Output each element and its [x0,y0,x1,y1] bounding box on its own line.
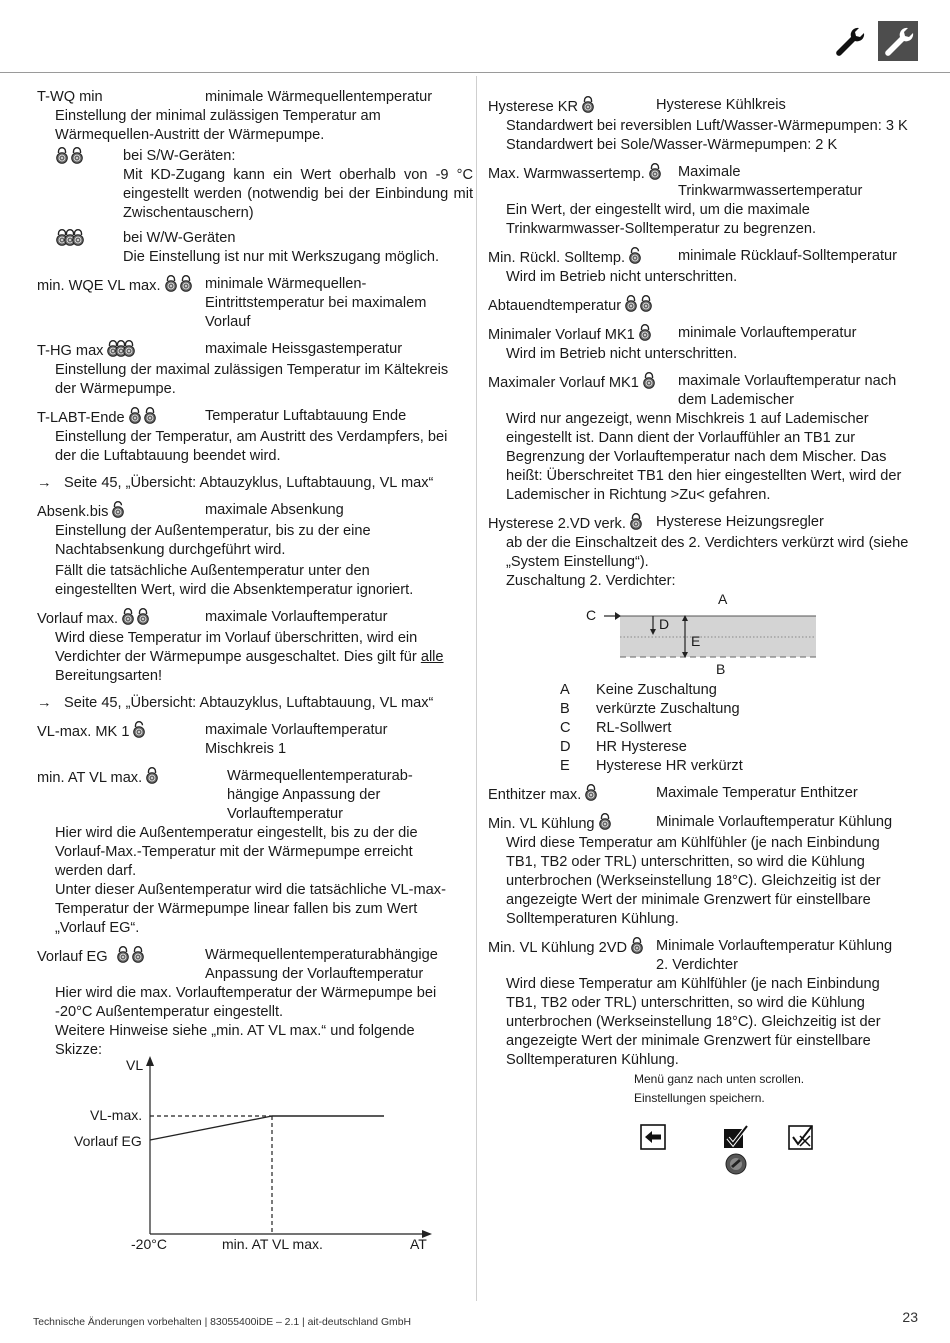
x-axis-label: AT [410,1236,427,1252]
reference-text: Seite 45, „Übersicht: Abtauzyklus, Luftabtauung, VL max“ [64,475,434,491]
desc-line: Einstellung der minimal zulässigen Temperatur am [55,108,381,124]
back-arrow-icon [640,1124,666,1150]
legend-row: C RL-Sollwert [560,720,672,736]
desc-line: Temperatur der Wärmepumpe linear fallen bis zum Wert [55,901,418,917]
back-button[interactable] [640,1124,666,1150]
sub-heading: bei S/W-Geräten: [123,148,236,164]
page-number: 23 [902,1309,918,1325]
entry-thg-max [37,340,473,399]
entry-min-vl-kuehlung [488,813,923,929]
desc-line: unterbrochen (Werkseinstellung 18°C). Gleichzeitig ist der [506,873,881,889]
term-label: Min. VL Kühlung 2VD [488,940,627,956]
entry-maximaler-vorlauf-mk1 [488,372,923,505]
lock-icon [629,513,645,531]
term-meaning: maximale Vorlauftemperatur nach dem Lademischer [678,373,897,408]
entry-vorlauf-eg [37,946,473,1060]
entry-min-at-vl-max [37,767,473,938]
term-label: Absenk.bis [37,504,109,520]
term-label: Minimaler Vorlauf MK1 [488,327,635,343]
term-label: T-WQ min [37,89,103,105]
term-label: T-LABT-Ende [37,410,125,426]
desc-line: Einstellung der Temperatur, am Austritt des Verdampfers, bei [55,429,448,445]
term-label: T-HG max [37,343,104,359]
lock-3-icon [55,229,85,253]
checkmark-cancel-icon [788,1124,814,1150]
desc-line: Fällt die tatsächliche Außentemperatur unter den [55,563,370,579]
entry-absenk-bis [37,501,473,600]
desc-line: Unter dieser Außentemperatur wird die tatsächliche VL-max- [55,882,446,898]
desc-line: Wird diese Temperatur am Kühlfühler (je nach Einbindung [506,976,880,992]
term-label: Min. VL Kühlung [488,816,595,832]
lock-open-icon [132,721,148,739]
label-a: A [718,591,728,607]
term-meaning: Wärmequellentemperaturab- hängige Anpassung der Vorlauftemperatur [227,768,413,822]
service-lock-icon [725,1153,747,1175]
label-d: D [659,616,670,632]
desc-line: Einstellung der Außentemperatur, bis zu der eine [55,523,371,539]
arrow-right-icon: → [37,695,52,711]
arrow-right-icon: → [37,475,52,491]
desc-line: Wird im Betrieb nicht unterschritten. [506,269,738,285]
desc-line: Zuschaltung 2. Verdichter: [506,573,676,589]
desc-line: TB1, TB2 oder TRL) unterschritten, so wird die Kühlung [506,854,865,870]
desc-line: der die Luftabtauung beendet wird. [55,448,281,464]
entry-vl-max-mk1 [37,721,473,759]
term-label: min. AT VL max. [37,770,143,786]
entry-max-warmwassertemp [488,163,923,239]
desc-line: Wird diese Temperatur im Vorlauf überschritten, wird ein [55,630,418,646]
desc-line: Solltemperaturen Kühlung. [506,1052,679,1068]
term-label: Vorlauf EG [37,949,108,965]
term-meaning: Maximale Temperatur Enthitzer [656,785,858,801]
lock-open-icon [111,501,127,519]
page-reference[interactable] [37,694,473,713]
y-axis-label: VL [126,1057,144,1073]
cancel-button[interactable] [788,1124,814,1150]
lock-3-icon [106,340,136,358]
underlined-word: alle [420,649,444,665]
label-b: B [716,661,726,677]
hysteresis-diagram [584,591,844,679]
desc-line: Weitere Hinweise siehe „min. AT VL max.“ und folgende [55,1023,415,1039]
x-min-label: -20°C [131,1236,167,1252]
term-meaning: maximale Vorlauftemperatur Mischkreis 1 [205,722,388,757]
lock-2-icon [116,946,146,964]
desc-line: Solltemperaturen Kühlung. [506,911,679,927]
vl-sketch-diagram [60,1052,440,1257]
legend-row: B verkürzte Zuschaltung [560,701,740,717]
entry-hysterese-kr [488,96,923,155]
desc-line: unterbrochen (Werkseinstellung 18°C). Gleichzeitig ist der [506,1014,881,1030]
legend-row: E Hysterese HR verkürzt [560,758,743,774]
term-meaning: Hysterese Kühlkreis [656,97,786,113]
desc-line: heißt: Überschreitet TB1 den hier eingestellten Wert, wird der [506,468,902,484]
term-meaning: Maximale Trinkwarmwassertemperatur [678,164,863,199]
term-meaning: minimale Rücklauf-Solltemperatur [678,248,897,264]
desc-line: Hier wird die max. Vorlauftemperatur der Wärmepumpe bei [55,985,437,1001]
entry-min-rueckl-solltemp [488,247,923,287]
desc-line: Einstellung der maximal zulässigen Temperatur im Kältekreis [55,362,449,378]
vorlauf-eg-label: Vorlauf EG [74,1133,142,1149]
entry-minimaler-vorlauf-mk1 [488,324,923,364]
lock-icon [145,767,161,785]
lock-2-icon [55,147,85,171]
lock-2-icon [121,608,151,626]
desc-line: ab der die Einschaltzeit des 2. Verdichters verkürzt wird (siehe [506,535,909,551]
sub-text: Mit KD-Zugang kann ein Wert oberhalb von -9 °C eingestellt werden (notwendig bei der Einbindung mit Zwischentauschern) [123,167,473,221]
desc-line: angezeigte Wert der minimale Grenzwert für einstellbare [506,892,871,908]
term-label: Hysterese KR [488,99,579,115]
lock-2-icon [164,275,194,293]
vl-max-label: VL-max. [90,1107,143,1123]
entry-min-vl-kuehlung-2vd [488,937,923,1070]
entry-hysterese-2vd [488,513,923,776]
desc-line: -20°C Außentemperatur eingestellt. [55,1004,284,1020]
desc-line: der Wärmepumpe. [55,381,176,397]
entry-enthitzer-max [488,784,923,805]
left-column [37,88,473,1068]
term-label: VL-max. MK 1 [37,724,130,740]
right-column [488,96,923,1078]
desc-line: Verdichter der Wärmepumpe ausgeschaltet. Dies gilt für alle [55,649,444,665]
label-c: C [586,607,597,623]
desc-line: eingestellten Wert, wird die Absenktemperatur ignoriert. [55,582,414,598]
entry-abtauendtemperatur [488,295,923,316]
lock-icon [584,784,600,802]
desc-line: eingestellt ist. Dann dient der Vorlauffühler an TB1 zur [506,430,856,446]
term-label: Max. Warmwassertemp. [488,166,645,182]
term-meaning: Temperatur Luftabtauung Ende [205,408,407,424]
reference-text: Seite 45, „Übersicht: Abtauzyklus, Luftabtauung, VL max“ [64,695,434,711]
term-label: min. WQE VL max. [37,278,161,294]
desc-line: Trinkwarmwasser-Solltemperatur zu begrenzen. [506,221,817,237]
diagram-legend [560,681,923,776]
service-wrench-icon [878,21,918,61]
lock-icon [630,937,646,955]
desc-line: Wärmequellen-Austritt der Wärmepumpe. [55,127,325,143]
lock-open-icon [628,247,644,265]
term-meaning: Minimale Vorlauftemperatur Kühlung [656,814,893,830]
term-meaning: Hysterese Heizungsregler [656,514,824,530]
lock-2-icon [624,295,654,313]
desc-line: angezeigte Wert der minimale Grenzwert für einstellbare [506,1033,871,1049]
term-meaning: maximale Absenkung [205,502,344,518]
desc-line: „Vorlauf EG“. [55,920,140,936]
column-divider [476,76,477,1301]
term-label: Maximaler Vorlauf MK1 [488,375,639,391]
entry-t-labt-ende [37,407,473,466]
sub-heading: bei W/W-Geräten [123,230,236,246]
term-meaning: Wärmequellentemperaturabhängige Anpassung der Vorlauftemperatur [205,947,438,982]
term-meaning: minimale Wärmequellen- Eintrittstemperatur bei maximalem Vorlauf [205,276,427,330]
desc-line: Vorlauf-Max.-Temperatur mit der Wärmepumpe erreicht [55,844,413,860]
desc-line: „System Einstellung“). [506,554,649,570]
term-label: Hysterese 2.VD verk. [488,516,626,532]
desc-line: Bereitungsarten! [55,668,163,684]
entry-vorlauf-max [37,608,473,686]
term-meaning: Minimale Vorlauftemperatur Kühlung 2. Verdichter [656,938,893,973]
legend-row: D HR Hysterese [560,739,687,755]
label-e: E [691,633,701,649]
x-mid-label: min. AT VL max. [222,1236,323,1252]
term-label: Enthitzer max. [488,787,582,803]
term-label: Vorlauf max. [37,611,119,627]
lock-2-icon [128,407,158,425]
term-label: Abtauendtemperatur [488,298,622,314]
desc-line: Standardwert bei Sole/Wasser-Wärmepumpen: 2 K [506,137,838,153]
desc-line: Begrenzung der Vorlauftemperatur nach dem Mischer. Das [506,449,887,465]
term-label: Min. Rückl. Solltemp. [488,250,626,266]
term-meaning: maximale Heissgastemperatur [205,341,403,357]
lock-icon [638,324,654,342]
save-confirm-button[interactable] [723,1124,749,1150]
desc-line: werden darf. [55,863,137,879]
desc-line: Skizze: [55,1042,103,1058]
desc-line: Wird nur angezeigt, wenn Mischkreis 1 auf Lademischer [506,411,869,427]
term-meaning: minimale Wärmequellentemperatur [205,89,433,105]
desc-line: Standardwert bei reversiblen Luft/Wasser-Wärmepumpen: 3 K [506,118,908,134]
checkmark-icon [723,1124,749,1150]
lock-icon [642,372,658,390]
desc-line: Hier wird die Außentemperatur eingestellt, bis zu der die [55,825,418,841]
sub-text: Die Einstellung ist nur mit Werkszugang möglich. [123,249,440,265]
desc-line: Wird diese Temperatur am Kühlfühler (je nach Einbindung [506,835,880,851]
lock-icon [648,163,664,181]
page-header [0,0,950,73]
desc-line: Nachtabsenkung durchgeführt wird. [55,542,286,558]
wrench-icon [832,24,868,60]
scroll-save-note: Menü ganz nach unten scrollen. Einstellungen speichern. [634,1072,805,1105]
desc-line: Wird im Betrieb nicht unterschritten. [506,346,738,362]
page-footer: Technische Änderungen vorbehalten | 83055400iDE – 2.1 | ait-deutschland GmbH [33,1317,411,1328]
entry-twq-min [37,88,473,267]
lock-icon [581,96,597,114]
term-meaning: maximale Vorlauftemperatur [205,609,388,625]
page-reference[interactable] [37,474,473,493]
desc-line: Lademischer in Richtung >Zu< gefahren. [506,487,771,503]
lock-icon [598,813,614,831]
term-meaning: minimale Vorlauftemperatur [678,325,857,341]
desc-line: Ein Wert, der eingestellt wird, um die maximale [506,202,810,218]
legend-row: A Keine Zuschaltung [560,682,717,698]
desc-line: TB1, TB2 oder TRL) unterschritten, so wird die Kühlung [506,995,865,1011]
entry-min-wqe-vl-max [37,275,473,332]
